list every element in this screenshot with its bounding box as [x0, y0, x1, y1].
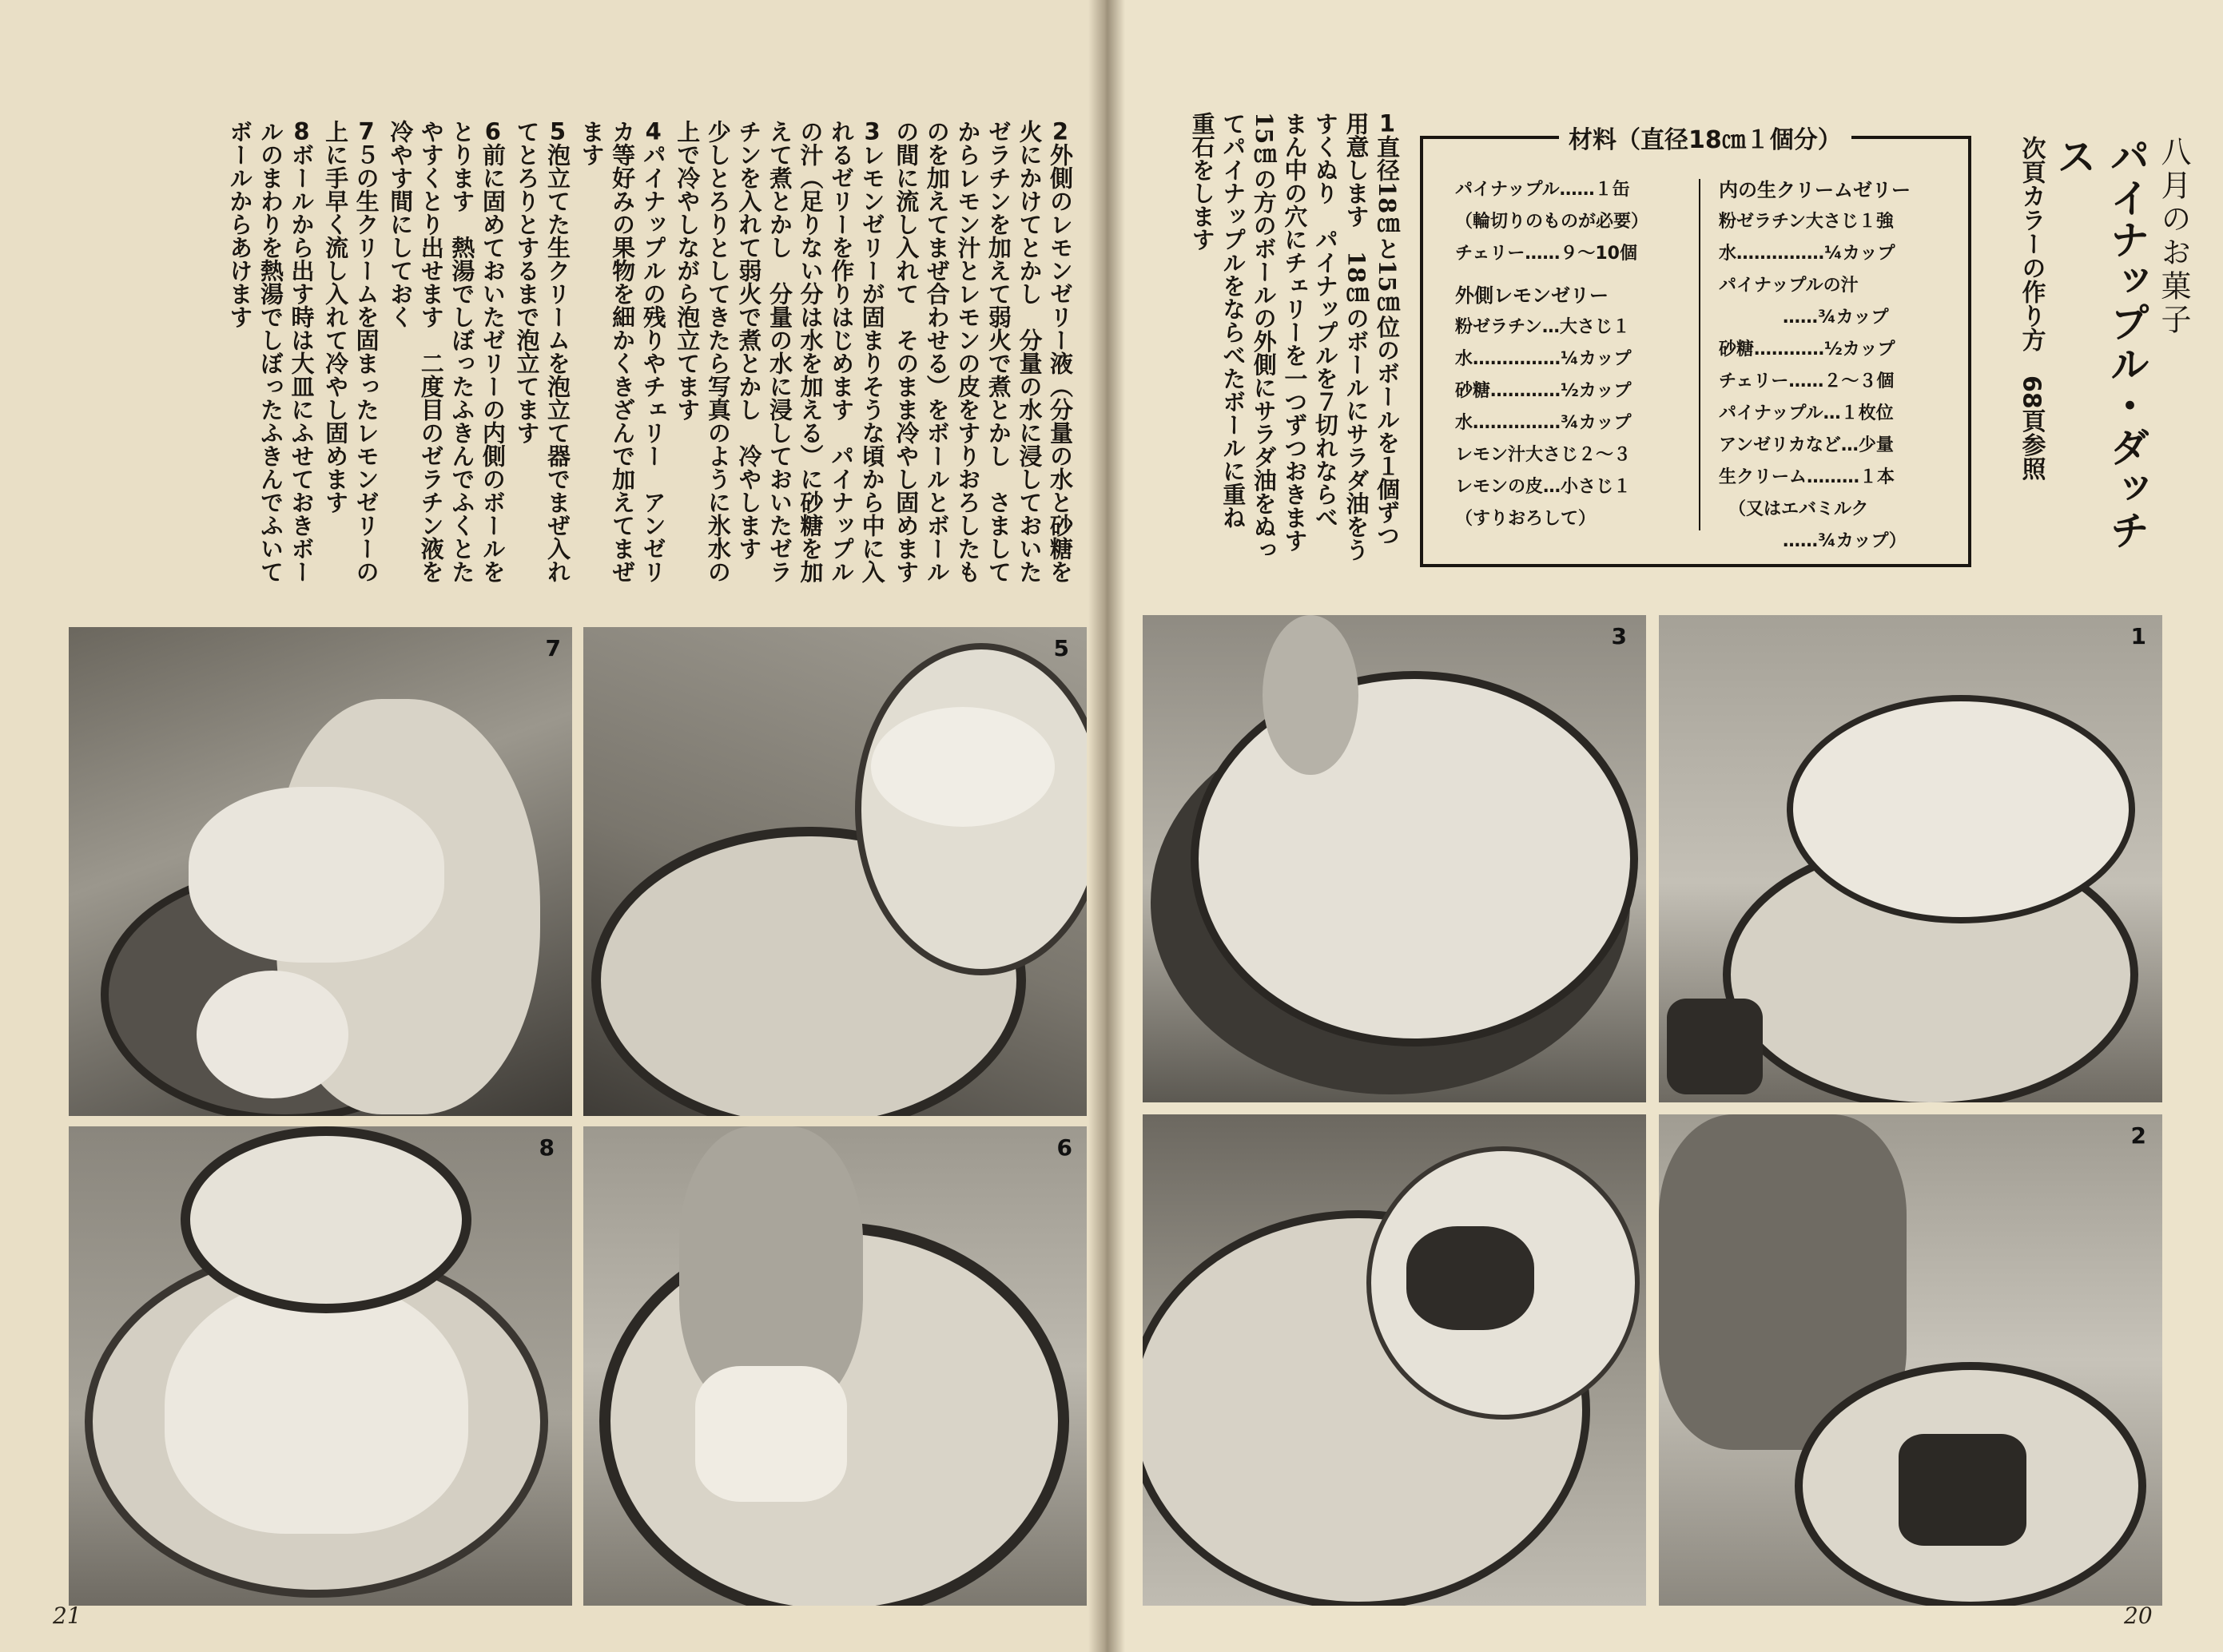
- material-item: 水……………¼カップ: [1719, 244, 1895, 264]
- step-4: [576, 120, 669, 599]
- photo-number: 7: [545, 635, 561, 661]
- weight-shape: [1899, 1434, 2026, 1546]
- material-item: （又はエバミルク: [1728, 499, 1869, 519]
- step-body: 前に固めておいたゼリーの内側のボールをとります 熱湯でしぼったふきんでふくとたやすくとり出せます 二度目のゼラチン液を冷やす間にしておく: [387, 120, 507, 583]
- photo-step-3: [1143, 615, 1646, 1102]
- photo-step-1: [1659, 615, 2162, 1102]
- materials-title: 材料（直径18㎝１個分）: [1559, 120, 1851, 155]
- photo-step-6: [583, 1126, 1087, 1606]
- photo-number: 5: [1053, 635, 1069, 661]
- hand-shape: [1263, 615, 1358, 775]
- material-item: （輪切りのものが必要）: [1455, 212, 1649, 232]
- step-number: 4: [645, 120, 662, 143]
- cream-shape: [197, 971, 348, 1098]
- step-5: [511, 120, 573, 599]
- material-item: パイナップル……１缶: [1455, 180, 1630, 200]
- cream-shape: [189, 787, 444, 963]
- materials-divider: [1699, 179, 1700, 530]
- jelly-dome-shape: [165, 1278, 468, 1534]
- bowl-shape: [1191, 671, 1638, 1046]
- photo-step-7: [69, 627, 572, 1116]
- inner-jelly-heading: 内の生クリームゼリー: [1719, 179, 1911, 201]
- material-item: 粉ゼラチン…大さじ１: [1455, 317, 1630, 337]
- photo-step-4: [1143, 1114, 1646, 1606]
- weight-shape: [1667, 999, 1763, 1094]
- step-body: レモンゼリーが固まりそうな頃から中に入れるゼリーを作りはじめます パイナップルの汁（足りない分は水を加える）に砂糖を加えて煮とかし 分量の水に浸しておいたゼラチンを入れて弱火で煮とかし 冷やします 少しとろりとしてきたら写真のように氷水の上で冷やしながら泡立てます: [674, 120, 886, 583]
- step-number: 5: [549, 120, 567, 143]
- photo-step-5: [583, 627, 1087, 1116]
- dish-title: パイナップル・ダッチス: [2050, 136, 2150, 551]
- photo-number: 8: [539, 1134, 555, 1161]
- material-item: パイナップル…１枚位: [1719, 403, 1894, 423]
- title-block: [1986, 136, 2193, 583]
- materials-right-column: [1719, 174, 1959, 558]
- page-number-right: 20: [2124, 1602, 2153, 1629]
- step-body: 泡立てた生クリームを泡立て器でまぜ入れてとろりとするまで泡立てます: [513, 120, 571, 583]
- photo-step-2: [1659, 1114, 2162, 1606]
- step-3: [672, 120, 888, 599]
- month-heading: 八月のお菓子: [2156, 136, 2191, 337]
- step-1: [1187, 112, 1402, 575]
- steps-2-8-text: [77, 120, 1076, 599]
- material-item: チェリー……２〜３個: [1719, 371, 1895, 391]
- materials-left-column: [1455, 174, 1695, 535]
- step-8: [225, 120, 317, 599]
- material-item: 砂糖…………½カップ: [1455, 381, 1632, 401]
- step-body: 直径18㎝と15㎝位のボールを１個ずつ用意します 18㎝のボールにサラダ油をうすくぬり パイナップルを７切れならべ まん中の穴にチェリーを一つずつおきます 15㎝の方のボールの外側にサラダ油をぬってパイナップルをならべたボールに重ね 重石をします: [1188, 112, 1401, 575]
- step-body: ボールから出す時は大皿にふせておきボールのまわりを熱湯でしぼったふきんでふいてボールからあけます: [226, 120, 316, 583]
- step-number: 2: [1052, 120, 1069, 143]
- material-item: 粉ゼラチン大さじ１強: [1719, 212, 1894, 232]
- material-item: ……¾カップ: [1783, 308, 1889, 328]
- material-item: アンゼリカなど…少量: [1719, 435, 1894, 455]
- material-item: 砂糖…………½カップ: [1719, 340, 1895, 359]
- bowl-shape: [181, 1126, 471, 1313]
- step-body: パイナップルの残りやチェリー アンゼリカ等好みの果物を細かくきざんで加えてまぜます: [578, 120, 667, 583]
- cloth-shape: [695, 1366, 847, 1502]
- material-item: 水……………¼カップ: [1455, 349, 1632, 369]
- chopped-fruit-shape: [1406, 1226, 1534, 1330]
- cream-shape: [871, 707, 1055, 827]
- page-gutter: [1088, 0, 1125, 1652]
- material-item: （すりおろして）: [1455, 509, 1597, 529]
- step-number: 6: [484, 120, 501, 143]
- bowl-shape: [1787, 695, 2135, 923]
- step-number: 7: [358, 120, 375, 143]
- step-number: 3: [864, 120, 881, 143]
- step-2: [891, 120, 1076, 599]
- material-item: レモンの皮…小さじ１: [1455, 477, 1632, 497]
- material-item: 生クリーム………１本: [1719, 467, 1895, 487]
- outer-jelly-heading: 外側レモンゼリー: [1455, 284, 1609, 307]
- material-item: パイナップルの汁: [1719, 276, 1859, 296]
- photo-step-8: [69, 1126, 572, 1606]
- subtitle: 次頁カラーの作り方 68頁参照: [2017, 136, 2046, 481]
- page-number-left: 21: [53, 1602, 82, 1629]
- step-body: 外側のレモンゼリー液（分量の水と砂糖を火にかけてとかし 分量の水に浸しておいたゼラチンを加えて弱火で煮とかし さましてからレモン汁とレモンの皮をすりおろしたものを加えてまぜ合わせる）をボールとボールの間に流し入れて そのまま冷やし固めます: [893, 120, 1074, 583]
- materials-box: [1420, 126, 1971, 567]
- step-number: 1: [1378, 112, 1396, 135]
- photo-number: 2: [2130, 1122, 2146, 1149]
- material-item: レモン汁大さじ２〜３: [1455, 445, 1632, 465]
- material-item: 水……………¾カップ: [1455, 413, 1632, 433]
- step-7: [320, 120, 382, 599]
- photo-number: 3: [1611, 623, 1627, 649]
- material-item: チェリー……９〜10個: [1455, 244, 1637, 264]
- step-6: [385, 120, 508, 599]
- step-1-text: [1147, 112, 1402, 575]
- photo-number: 6: [1056, 1134, 1072, 1161]
- step-body: ５の生クリームを固まったレモンゼリーの上に手早く流し入れて冷やし固めます: [322, 120, 380, 583]
- step-number: 8: [293, 120, 310, 143]
- photo-number: 1: [2130, 623, 2146, 649]
- material-item: ……¾カップ）: [1783, 531, 1907, 551]
